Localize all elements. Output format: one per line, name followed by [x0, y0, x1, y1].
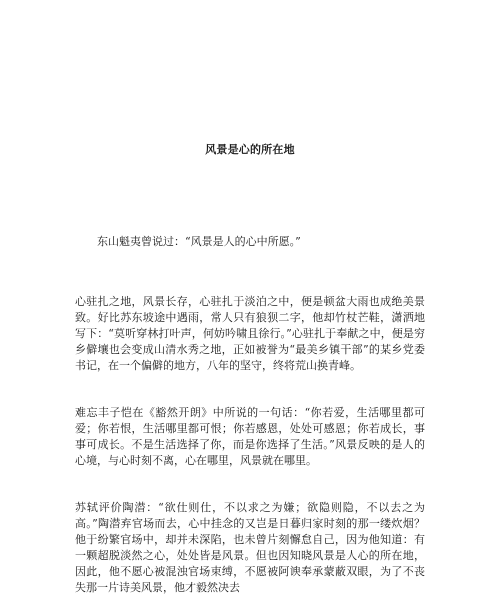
opening-quote: 东山魁夷曾说过：“风景是人的心中所愿。” — [97, 235, 301, 248]
paragraph-2: 难忘丰子恺在《豁然开朗》中所说的一句话：“你若爱，生活哪里都可爱；你若恨，生活哪里都可恨；你若感恩，处处可感恩；你若成长，事事可成长。不是生活选择了你，而是你选择了生活。”风景反映的是人的心境，与心时刻不离，心在哪里，风景就在哪里。 — [75, 406, 425, 467]
paragraph-1: 心驻扎之地，风景长存，心驻扎于淡泊之中，便是顿盆大雨也成绝美景致。好比苏东坡途中遇雨，常人只有狼狈二字，他却竹杖芒鞋，潇洒地写下：“莫听穿林打叶声，何妨吟啸且徐行。”心驻扎于奉献之中，便是穷乡僻壤也会变成山清水秀之地，正如被誉为“最美乡镇干部”的某乡党委书记，在一个偏僻的地方，八年的坚守，终将荒山换青峰。 — [75, 295, 425, 372]
paragraph-3: 苏轼评价陶潜：“欲仕则仕，不以求之为嫌；欲隐则隐，不以去之为高。”陶潜弃官场而去，心中挂念的又岂是日暮归家时刻的那一缕炊烟？他于纷繁官场中，却并未深陷，也未曾片刻懈怠自己，因为他知道：有一颗超脱淡然之心，处处皆是风景。但也因知晓风景是人心的所在地，因此，他不愿心被混浊官场束缚，不愿被阿谀奉承蒙蔽双眼，为了不丧失那一片诗美风景，他才毅然决去 — [75, 501, 425, 594]
document-title: 风景是心的所在地 — [205, 143, 295, 156]
